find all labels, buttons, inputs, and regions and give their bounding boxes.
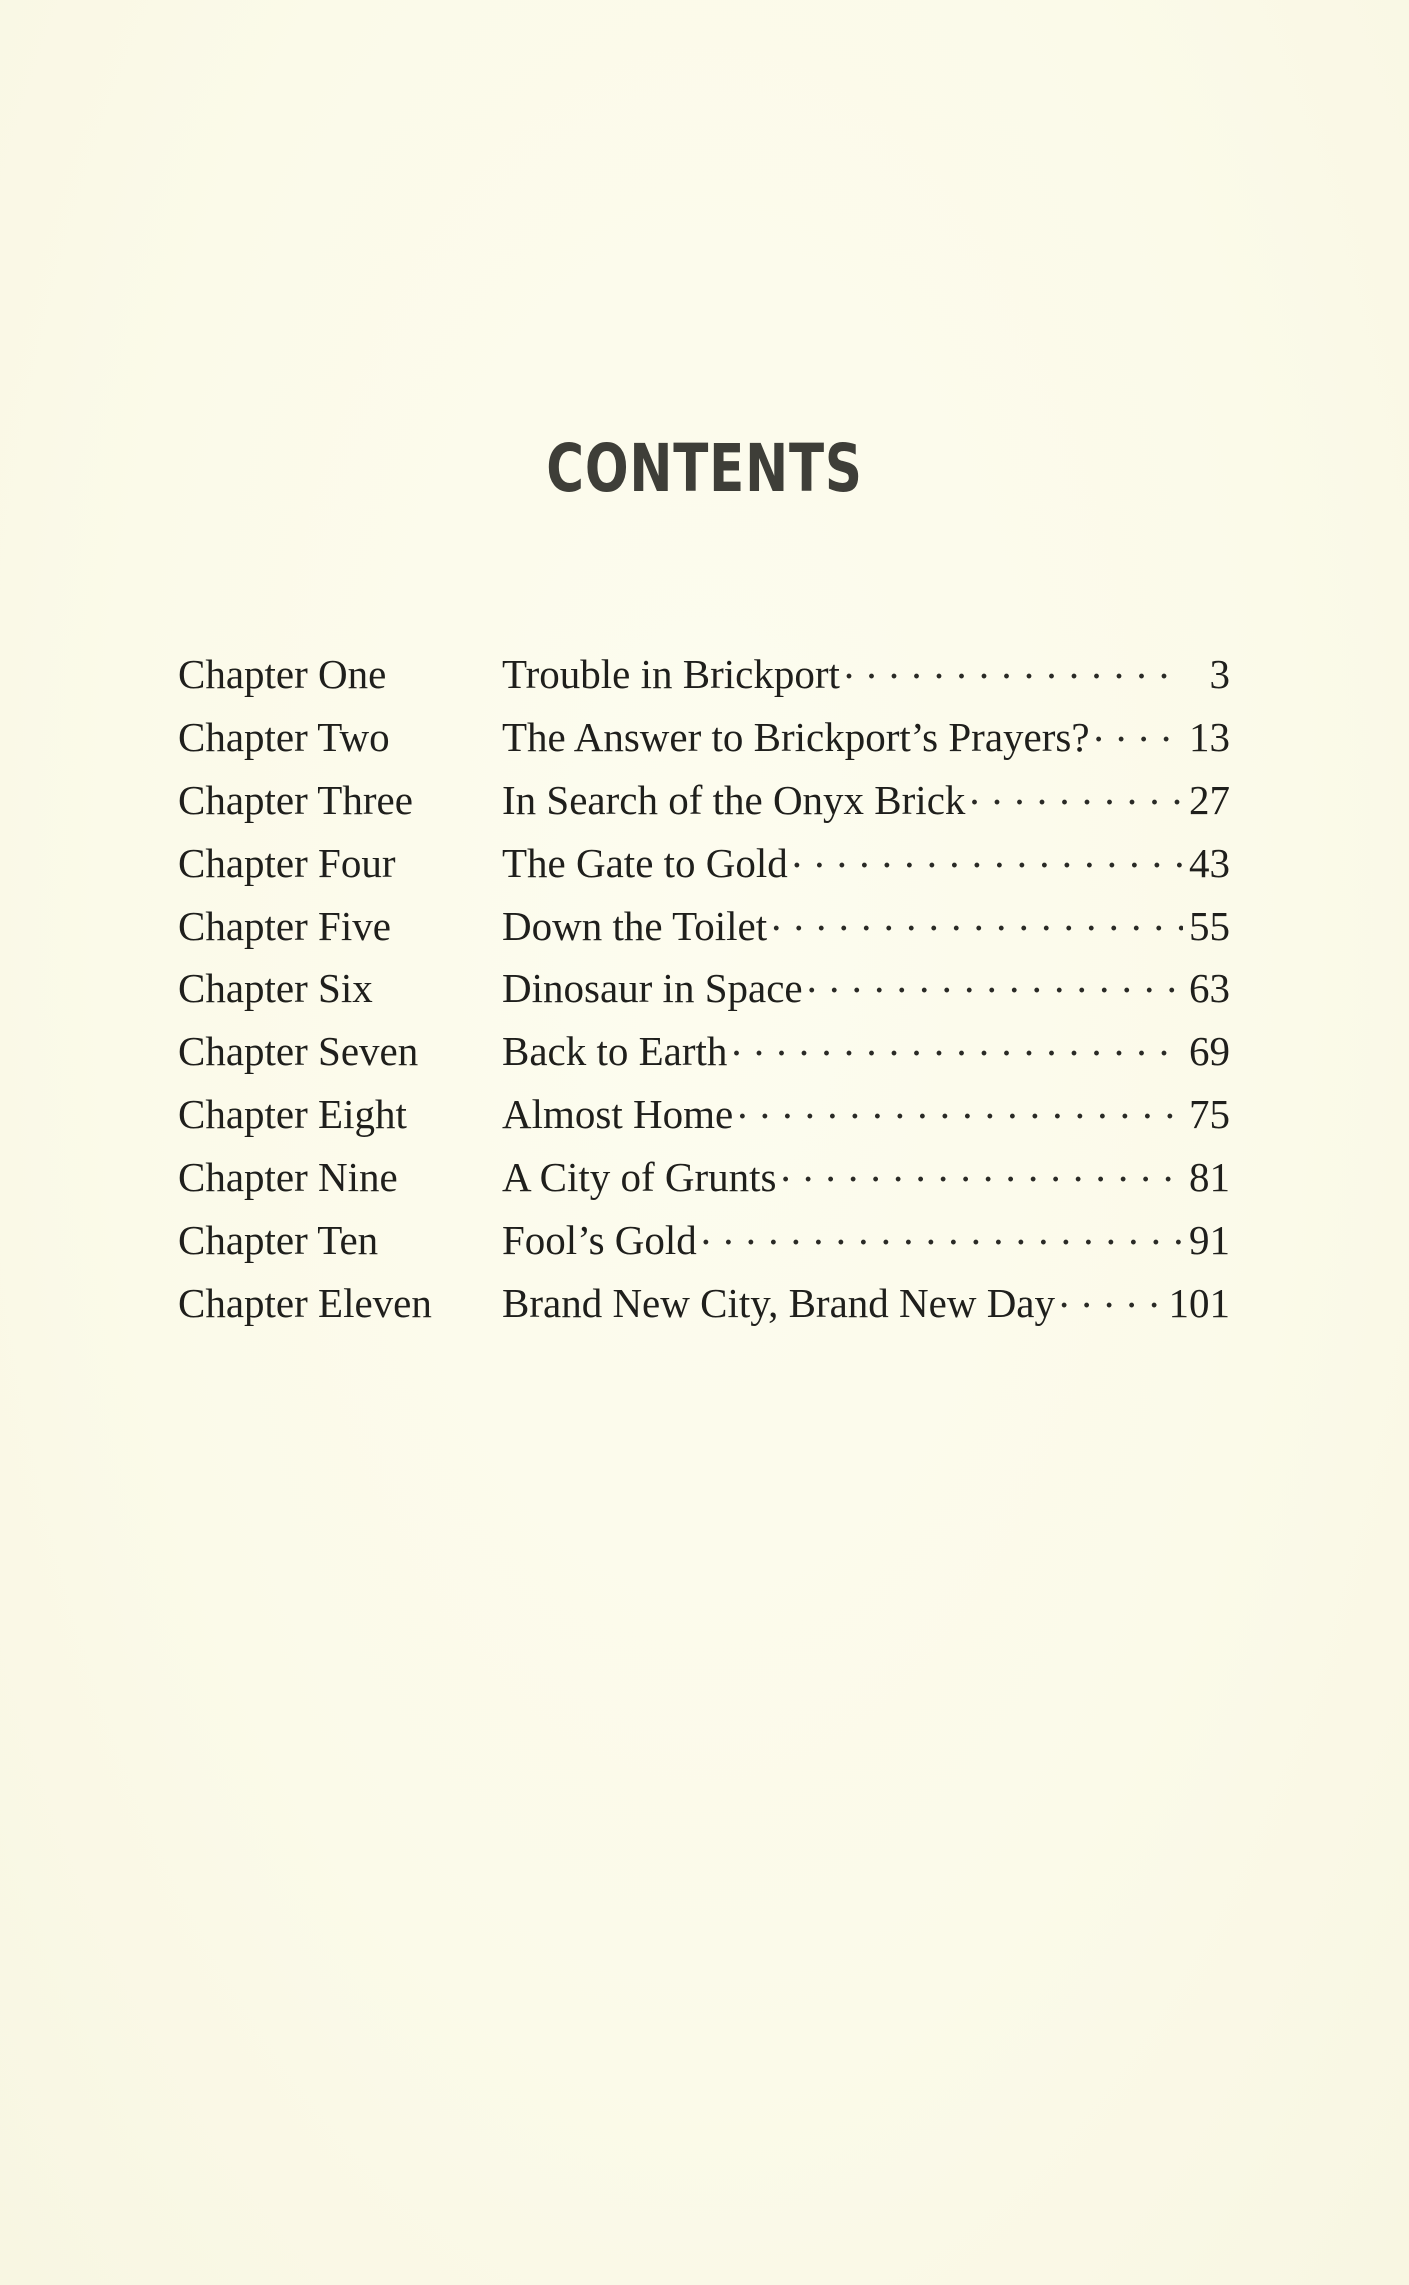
dot-leader <box>1094 710 1183 751</box>
toc-entry <box>502 1087 1230 1138</box>
chapter-title: Almost Home <box>502 1091 734 1138</box>
chapter-label: Chapter Six <box>178 965 373 1012</box>
page-number: 91 <box>1189 1217 1230 1264</box>
chapter-label: Chapter Eight <box>178 1091 407 1138</box>
toc-row <box>178 1087 1230 1150</box>
toc-row <box>178 710 1230 773</box>
chapter-title: Trouble in Brickport <box>502 651 840 697</box>
dot-leader <box>807 961 1183 1002</box>
toc-row <box>178 773 1230 836</box>
chapter-title: A City of Grunts <box>502 1154 777 1201</box>
dot-leader <box>737 1087 1183 1128</box>
chapter-label: Chapter Four <box>178 839 396 886</box>
chapter-title: Fool’s Gold <box>502 1217 697 1264</box>
toc-entry <box>502 647 1230 698</box>
toc-row <box>178 899 1230 962</box>
toc-entry <box>502 1024 1230 1075</box>
chapter-title: Brand New City, Brand New Day <box>502 1279 1055 1326</box>
chapter-label: Chapter Two <box>178 713 390 760</box>
page-number: 43 <box>1189 839 1230 886</box>
toc-entry <box>502 1276 1230 1327</box>
toc-entry <box>502 710 1230 761</box>
chapter-title: The Gate to Gold <box>502 839 788 886</box>
toc-row <box>178 1024 1230 1087</box>
toc-entry <box>502 961 1230 1012</box>
page-number: 75 <box>1189 1091 1230 1138</box>
dot-leader <box>1059 1276 1163 1317</box>
toc-row <box>178 1150 1230 1213</box>
page-number: 101 <box>1168 1279 1230 1326</box>
toc-row <box>178 961 1230 1024</box>
dot-leader <box>844 647 1184 688</box>
page-number: 27 <box>1189 776 1230 823</box>
toc-row <box>178 1276 1230 1339</box>
toc-entry <box>502 836 1230 887</box>
toc-row <box>178 1213 1230 1276</box>
chapter-title: Down the Toilet <box>502 902 768 949</box>
toc-row <box>178 836 1230 899</box>
chapter-title: The Answer to Brickport’s Prayers? <box>502 713 1090 760</box>
chapter-title: In Search of the Onyx Brick <box>502 776 966 823</box>
chapter-label: Chapter Nine <box>178 1154 398 1201</box>
dot-leader <box>731 1024 1183 1065</box>
chapter-label: Chapter One <box>178 651 387 697</box>
chapter-label: Chapter Ten <box>178 1217 379 1264</box>
chapter-label: Chapter Eleven <box>178 1279 432 1326</box>
toc-entry <box>502 773 1230 824</box>
chapter-title: Dinosaur in Space <box>502 965 803 1012</box>
page-number: 69 <box>1189 1028 1230 1075</box>
table-of-contents <box>178 647 1230 1339</box>
toc-row <box>178 647 1230 710</box>
contents-heading: CONTENTS <box>546 430 863 507</box>
dot-leader <box>701 1213 1183 1254</box>
page-number: 55 <box>1189 902 1230 949</box>
toc-entry <box>502 1213 1230 1264</box>
chapter-label: Chapter Five <box>178 902 391 949</box>
page-number: 63 <box>1189 965 1230 1012</box>
dot-leader <box>781 1150 1184 1191</box>
page-number: 3 <box>1209 651 1230 697</box>
chapter-label: Chapter Seven <box>178 1028 419 1075</box>
toc-entry <box>502 1150 1230 1201</box>
dot-leader <box>969 773 1183 814</box>
dot-leader <box>792 836 1183 877</box>
chapter-label: Chapter Three <box>178 776 413 823</box>
toc-entry <box>502 899 1230 950</box>
page-number: 13 <box>1189 713 1230 760</box>
page-number: 81 <box>1189 1154 1230 1201</box>
chapter-title: Back to Earth <box>502 1028 728 1075</box>
dot-leader <box>771 899 1183 940</box>
